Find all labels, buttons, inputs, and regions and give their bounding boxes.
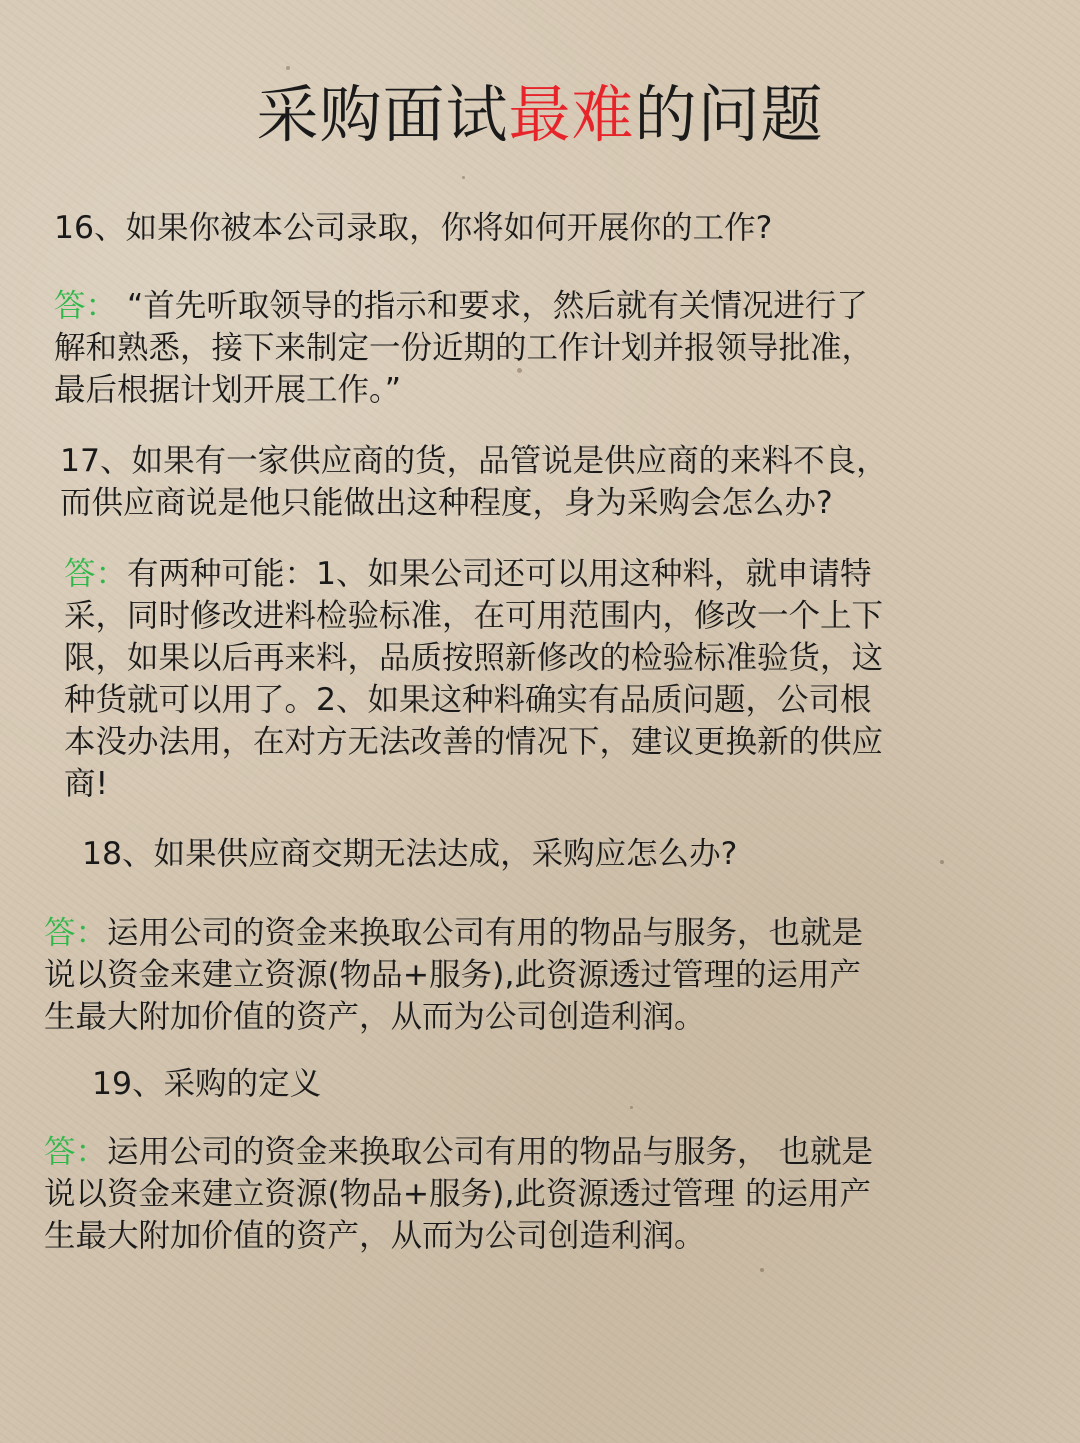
answer-18 xyxy=(44,912,863,1038)
question-19 xyxy=(92,1063,321,1105)
answer-label: 答： xyxy=(44,915,108,951)
question-line: 16、如果你被本公司录取，你将如何开展你的工作? xyxy=(54,210,773,246)
answer-label: 答： xyxy=(44,1134,108,1170)
question-line: 而供应商说是他只能做出这种程度，身为采购会怎么办? xyxy=(60,485,833,521)
answer-line: 答：有两种可能：1、如果公司还可以用这种料，就申请特 xyxy=(64,556,872,592)
question-line: 19、采购的定义 xyxy=(92,1066,322,1102)
answer-17 xyxy=(64,553,883,805)
question-18 xyxy=(82,833,737,875)
paper-speck xyxy=(286,66,290,70)
page-title xyxy=(0,78,1080,152)
answer-line: 答：运用公司的资金来换取公司有用的物品与服务，也就是 xyxy=(44,915,864,951)
answer-line: 生最大附加价值的资产，从而为公司创造利润。 xyxy=(44,999,706,1035)
question-line: 17、如果有一家供应商的货，品管说是供应商的来料不良， xyxy=(60,443,888,479)
question-17 xyxy=(60,440,888,524)
answer-line: 说以资金来建立资源(物品+服务),此资源透过管理的运用产 xyxy=(44,957,861,993)
title-part1: 采购面试 xyxy=(256,78,509,151)
answer-line: 商! xyxy=(64,766,109,802)
answer-line: 答：运用公司的资金来换取公司有用的物品与服务， 也就是 xyxy=(44,1134,874,1170)
answer-16 xyxy=(54,285,873,411)
title-highlight: 最难 xyxy=(508,78,635,151)
answer-line: 说以资金来建立资源(物品+服务),此资源透过管理 的运用产 xyxy=(44,1176,872,1212)
paper-speck xyxy=(940,860,944,864)
answer-19 xyxy=(44,1131,873,1257)
answer-line: 最后根据计划开展工作。” xyxy=(54,372,402,408)
answer-line: 采，同时修改进料检验标准，在可用范围内，修改一个上下 xyxy=(64,598,884,634)
answer-line: 种货就可以用了。2、如果这种料确实有品质问题，公司根 xyxy=(64,682,872,718)
answer-label: 答： xyxy=(64,556,128,592)
answer-line: 本没办法用，在对方无法改善的情况下，建议更换新的供应 xyxy=(64,724,884,760)
answer-line: 答： “首先听取领导的指示和要求，然后就有关情况进行了 xyxy=(54,288,868,324)
answer-line: 生最大附加价值的资产，从而为公司创造利润。 xyxy=(44,1218,706,1254)
question-16 xyxy=(54,207,772,249)
title-part2: 的问题 xyxy=(634,78,824,151)
paper-speck xyxy=(760,1268,764,1272)
answer-label: 答： xyxy=(54,288,118,324)
paper-speck xyxy=(462,176,465,179)
paper-speck xyxy=(630,1106,633,1109)
answer-line: 限，如果以后再来料，品质按照新修改的检验标准验货，这 xyxy=(64,640,884,676)
question-line: 18、如果供应商交期无法达成，采购应怎么办? xyxy=(82,836,738,872)
answer-line: 解和熟悉，接下来制定一份近期的工作计划并报领导批准， xyxy=(54,330,874,366)
